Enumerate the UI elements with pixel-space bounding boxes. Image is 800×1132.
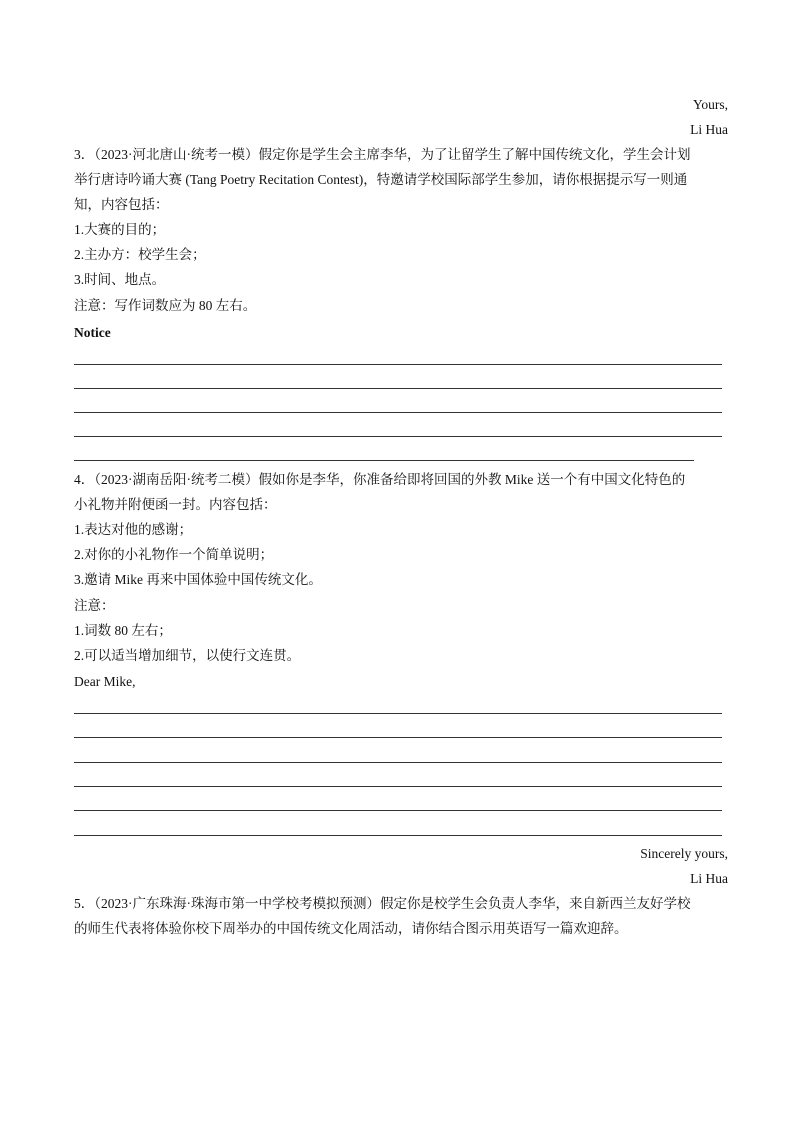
writing-line — [74, 737, 722, 738]
signature-name: Li Hua — [690, 122, 728, 137]
q3-prompt-line-3: 知，内容包括： — [74, 197, 169, 212]
q4-item-1: 1.表达对他的感谢； — [74, 522, 193, 537]
q3-heading-notice: Notice — [74, 325, 111, 340]
writing-line — [74, 810, 722, 811]
writing-line — [74, 436, 722, 437]
q4-prompt-line-1: 4．（2023·湖南岳阳·统考二模）假如你是李华，你准备给即将回国的外教 Mike 送一个有中国文化特色的 — [74, 472, 686, 487]
q3-prompt-line-1: 3．（2023·河北唐山·统考一模）假定你是学生会主席李华，为了让留学生了解中国传统文化，学生会计划 — [74, 147, 691, 162]
q3-item-3: 3.时间、地点。 — [74, 272, 166, 287]
closing-yours: Yours, — [692, 97, 728, 112]
q5-prompt-line-1: 5．（2023·广东珠海·珠海市第一中学校考模拟预测）假定你是校学生会负责人李华，来自新西兰友好学校 — [74, 896, 691, 911]
writing-line — [74, 364, 722, 365]
closing-sincerely: Sincerely yours, — [640, 846, 728, 861]
q4-item-3: 3.邀请 Mike 再来中国体验中国传统文化。 — [74, 572, 322, 587]
writing-line — [74, 460, 694, 461]
writing-line — [74, 412, 722, 413]
q4-prompt-line-2: 小礼物并附便函一封。内容包括： — [74, 497, 277, 512]
q4-note-2: 2.可以适当增加细节，以使行文连贯。 — [74, 648, 301, 663]
writing-line — [74, 786, 722, 787]
q4-note-1: 1.词数 80 左右； — [74, 623, 172, 638]
q4-signature-name: Li Hua — [690, 871, 728, 886]
q4-salutation: Dear Mike, — [74, 674, 136, 689]
q4-note-label: 注意： — [74, 598, 115, 613]
q4-item-2: 2.对你的小礼物作一个简单说明； — [74, 547, 274, 562]
writing-line — [74, 713, 722, 714]
writing-line — [74, 835, 722, 836]
q5-prompt-line-2: 的师生代表将体验你校下周举办的中国传统文化周活动，请你结合图示用英语写一篇欢迎辞。 — [74, 921, 628, 936]
q3-item-1: 1.大赛的目的； — [74, 222, 166, 237]
writing-line — [74, 388, 722, 389]
q3-item-2: 2.主办方：校学生会； — [74, 247, 206, 262]
q3-note: 注意：写作词数应为 80 左右。 — [74, 298, 257, 313]
writing-line — [74, 762, 722, 763]
q3-prompt-line-2: 举行唐诗吟诵大赛 (Tang Poetry Recitation Contest)，特邀请学校国际部学生参加，请你根据提示写一则通 — [74, 172, 688, 187]
